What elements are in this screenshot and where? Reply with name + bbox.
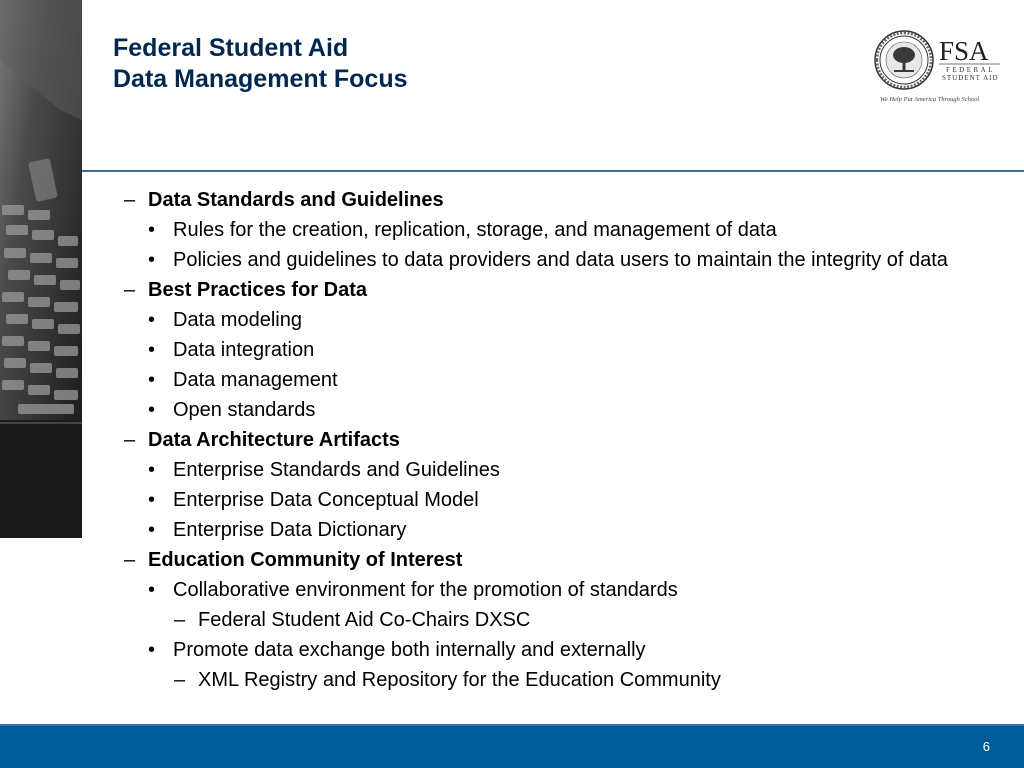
sub-bullet — [148, 215, 777, 245]
bullet-dash: – — [124, 189, 136, 211]
bullet-dot: • — [148, 249, 156, 271]
title-divider — [82, 170, 1024, 172]
bullet-text: Data integration — [173, 339, 315, 361]
sub-sub-bullet — [174, 605, 530, 635]
logo-tagline: We Help Put America Through School — [880, 96, 980, 103]
bullet-text: Rules for the creation, replication, storage, and management of data — [173, 219, 777, 241]
bullet-text: Collaborative environment for the promotion of standards — [173, 579, 678, 601]
bullet-dash: – — [124, 279, 136, 301]
bullet-dash: – — [124, 549, 136, 571]
sub-bullet — [148, 635, 646, 665]
bullet-text: Data modeling — [173, 309, 302, 331]
bullet-text: Enterprise Data Conceptual Model — [173, 489, 479, 511]
sub-bullet — [148, 395, 315, 425]
sub-bullet — [148, 515, 406, 545]
bullet-text: Education Community of Interest — [148, 549, 463, 571]
sub-bullet — [148, 575, 678, 605]
logo-name-line-2: STUDENT AID — [942, 74, 999, 82]
slide-body — [0, 185, 1024, 705]
sub-bullet — [148, 305, 302, 335]
heading-bullet — [124, 185, 444, 215]
page-number: 6 — [982, 739, 990, 754]
bullet-text: Open standards — [173, 399, 316, 421]
sub-bullet — [148, 485, 479, 515]
slide-title — [113, 33, 408, 95]
heading-bullet — [124, 545, 462, 575]
bullet-text: Best Practices for Data — [148, 279, 367, 301]
bullet-text: Enterprise Standards and Guidelines — [173, 459, 500, 481]
logo-abbr: FSA — [939, 36, 989, 66]
title-line-1: Federal Student Aid — [113, 34, 349, 62]
bullet-dot: • — [148, 519, 156, 541]
department-of-education-seal — [875, 31, 933, 89]
bullet-dash: – — [174, 669, 186, 691]
bullet-dot: • — [148, 399, 156, 421]
title-line-2: Data Management Focus — [113, 65, 408, 93]
bullet-text: Enterprise Data Dictionary — [173, 519, 407, 541]
sub-sub-bullet — [174, 665, 721, 695]
sub-bullet — [148, 365, 338, 395]
bullet-dash: – — [174, 609, 186, 631]
bullet-text: Promote data exchange both internally and externally — [173, 639, 646, 661]
sub-bullet — [148, 245, 948, 275]
sub-bullet — [148, 335, 314, 365]
fsa-logo — [872, 28, 1002, 106]
footer-bar — [0, 724, 1024, 768]
bullet-text: Data Standards and Guidelines — [148, 189, 444, 211]
bullet-dot: • — [148, 309, 156, 331]
bullet-dot: • — [148, 369, 156, 391]
footer-top-line — [0, 724, 1024, 726]
bullet-dot: • — [148, 579, 156, 601]
bullet-dot: • — [148, 339, 156, 361]
bullet-dot: • — [148, 489, 156, 511]
logo-name-line-1: FEDERAL — [946, 66, 995, 74]
sub-bullet — [148, 455, 500, 485]
heading-bullet — [124, 425, 400, 455]
bullet-text: Data management — [173, 369, 338, 391]
bullet-text: Data Architecture Artifacts — [148, 429, 400, 451]
heading-bullet — [124, 275, 367, 305]
bullet-dot: • — [148, 459, 156, 481]
bullet-text: Federal Student Aid Co-Chairs DXSC — [198, 609, 531, 631]
bullet-dot: • — [148, 219, 156, 241]
bullet-dash: – — [124, 429, 136, 451]
bullet-dot: • — [148, 639, 156, 661]
bullet-text: XML Registry and Repository for the Education Community — [198, 669, 721, 691]
bullet-text: Policies and guidelines to data providers and data users to maintain the integrity of data — [173, 249, 948, 271]
